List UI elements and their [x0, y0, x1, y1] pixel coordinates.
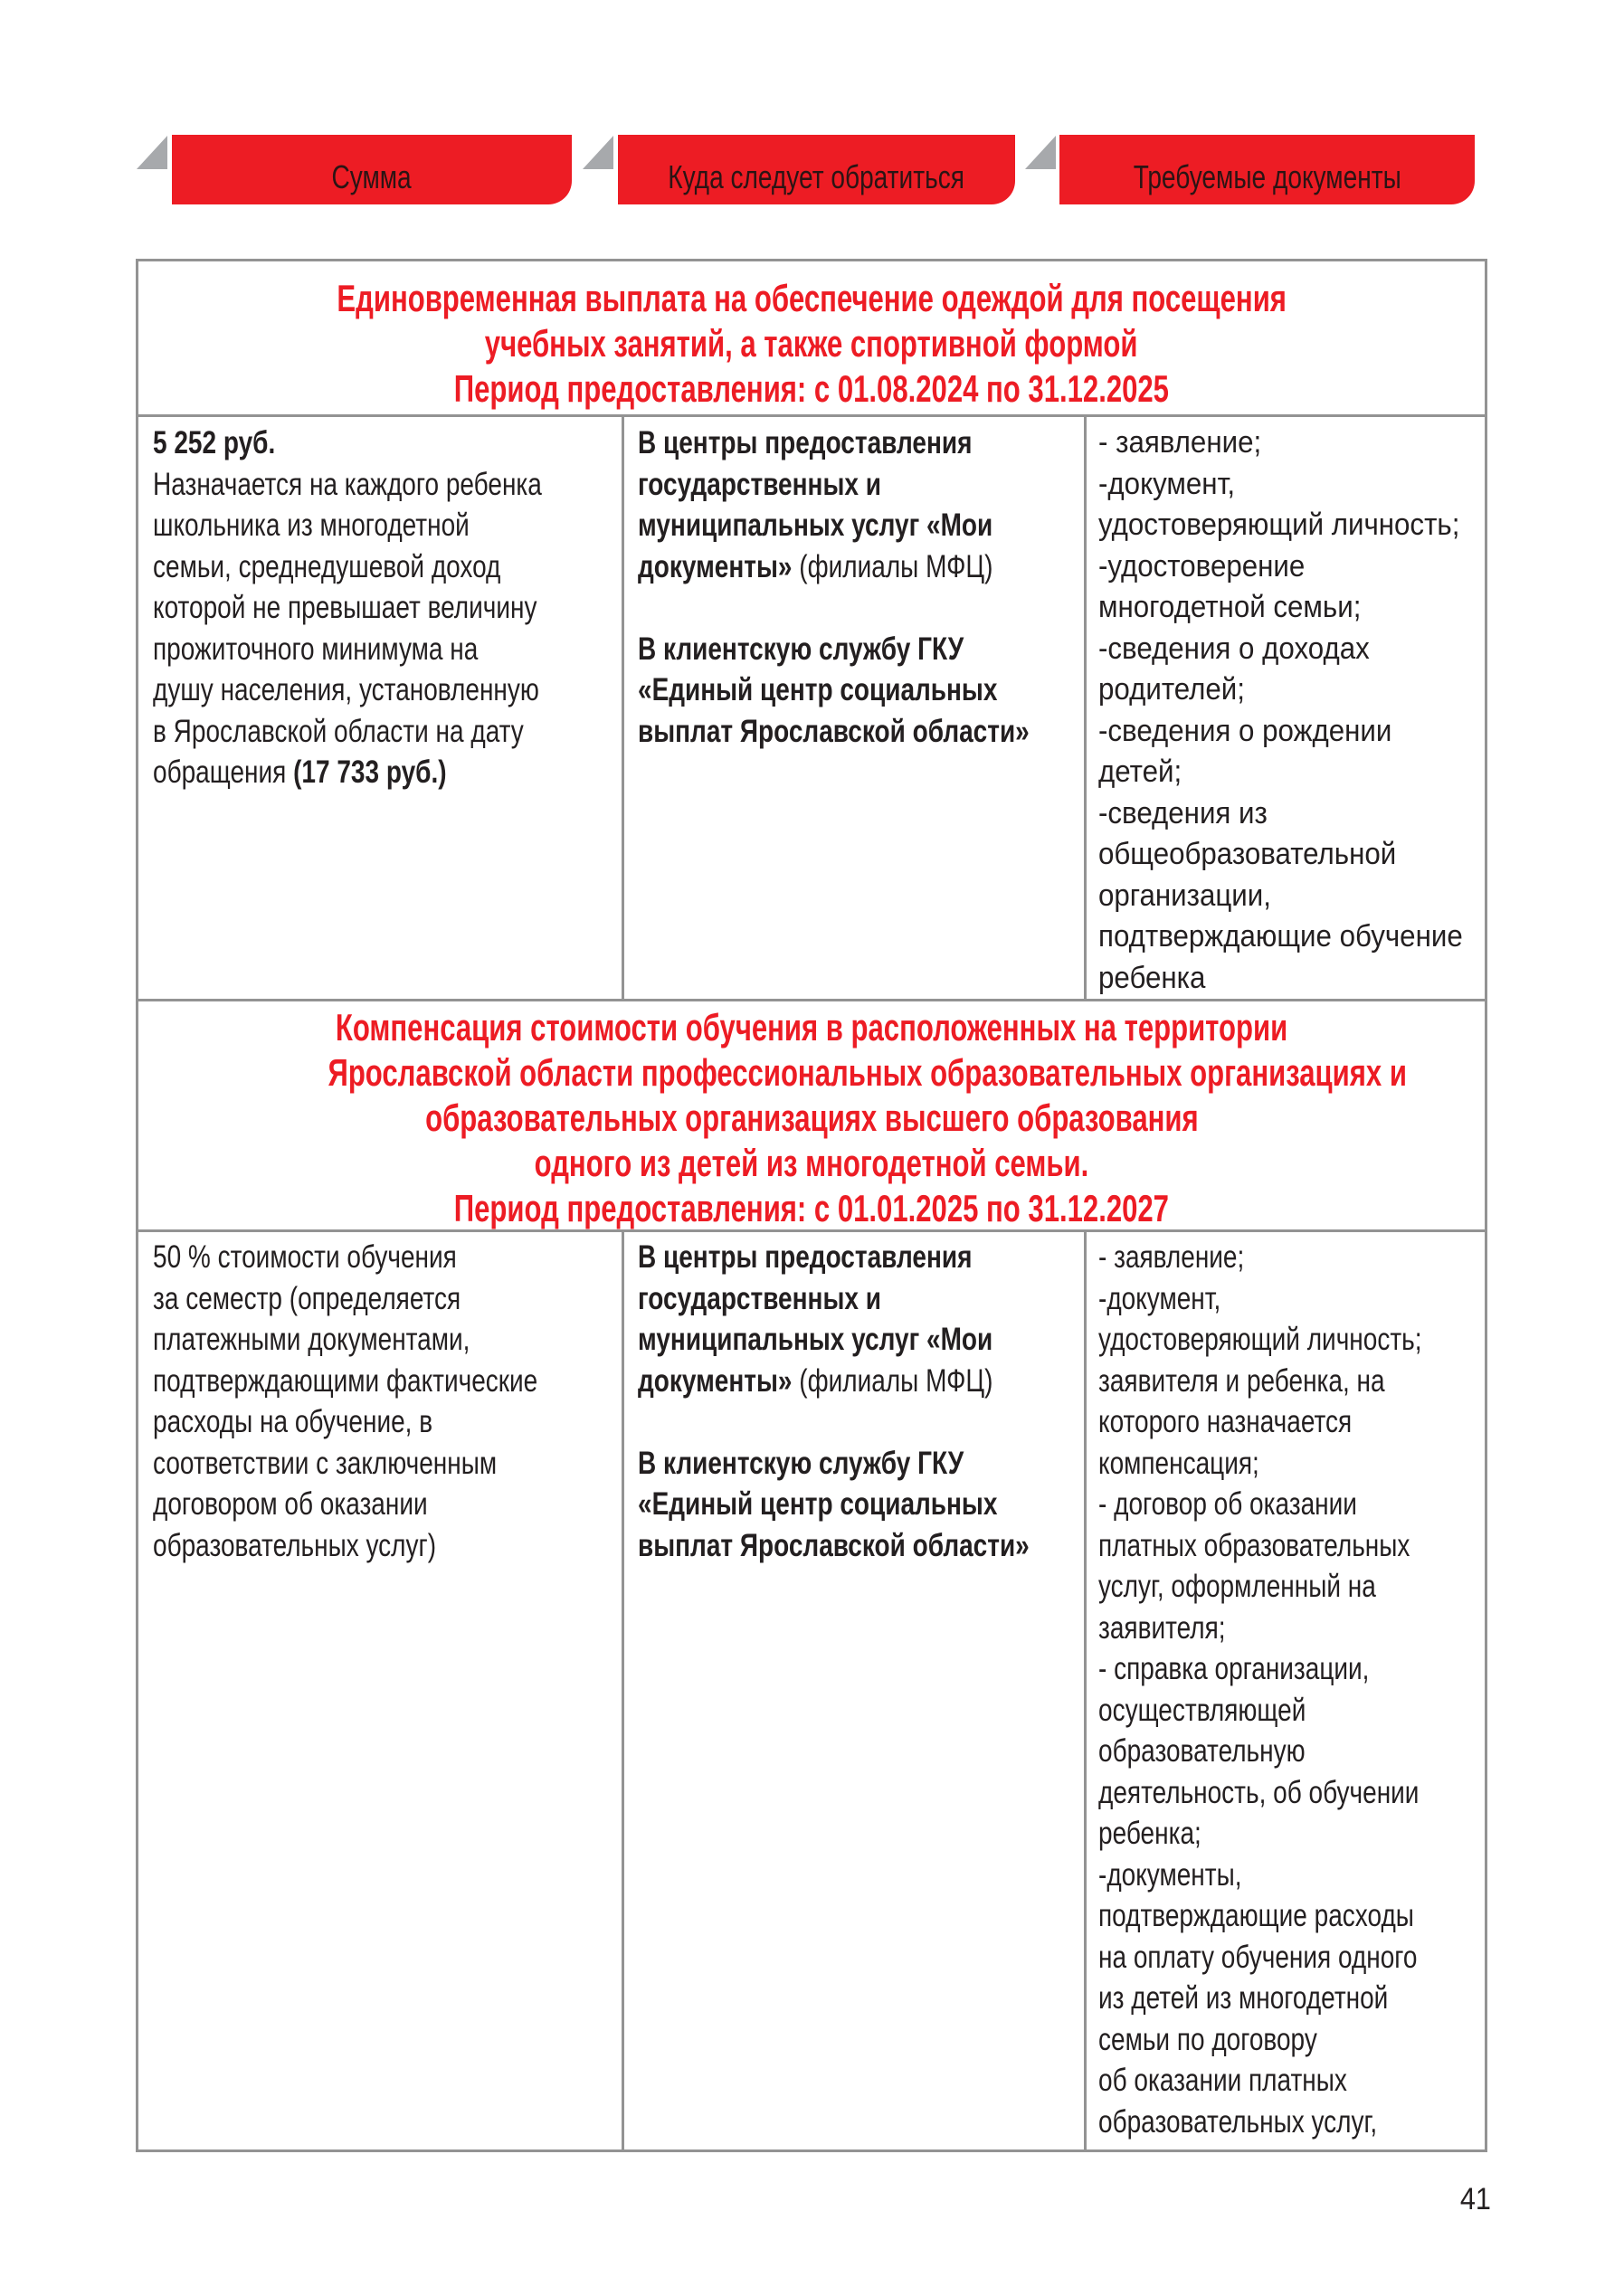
- text-line: выплат Ярославской области»: [638, 1527, 1030, 1563]
- text-line: прожиточного минимума на: [153, 631, 479, 667]
- document-item: компенсация;: [1098, 1445, 1259, 1481]
- document-item: удостоверяющий личность;: [1098, 1322, 1422, 1357]
- text-line: [638, 1361, 1030, 1402]
- page-number: 41: [1459, 2182, 1491, 2216]
- section-1-title-line: Единовременная выплата на обеспечение одеждой для посещения: [337, 277, 1287, 319]
- column-divider: [622, 414, 624, 1001]
- text-line: муниципальных услуг «Мои: [638, 508, 993, 543]
- document-item: платных образовательных: [1098, 1527, 1410, 1563]
- document-item: -сведения из: [1098, 795, 1268, 830]
- document-item: ребенка: [1098, 960, 1206, 995]
- section-1-period: Период предоставления: с 01.08.2024 по 31.12.2025: [453, 367, 1170, 410]
- document-item: -удостоверение: [1098, 548, 1306, 584]
- document-item: многодетной семьи;: [1098, 590, 1362, 624]
- tab-fold-icon: [1025, 136, 1056, 169]
- tab-amount-box: [172, 135, 572, 204]
- section-1-title-line: учебных занятий, а также спортивной формой: [485, 322, 1138, 365]
- text-line: В клиентскую службу ГКУ: [638, 1445, 964, 1481]
- text-line: В клиентскую службу ГКУ: [638, 631, 964, 667]
- section-2-amount-cell: [153, 1237, 634, 1566]
- text-line: муниципальных услуг «Мои: [638, 1322, 993, 1357]
- text-line: школьника из многодетной: [153, 508, 470, 543]
- column-divider: [1084, 414, 1087, 1001]
- tab-where-label: Куда следует обратиться: [668, 157, 965, 195]
- document-item: заявителя и ребенка, на: [1098, 1362, 1385, 1399]
- benefits-table: [136, 259, 1487, 2152]
- section-1-amount-cell: [153, 422, 639, 793]
- document-item: которого назначается: [1098, 1404, 1353, 1439]
- document-item: -документ,: [1098, 1280, 1221, 1316]
- section-2-where-cell: [638, 1237, 1127, 1566]
- document-item: семьи по договору: [1098, 2021, 1317, 2057]
- section-divider: [138, 999, 1485, 1001]
- tab-amount-label: Сумма: [331, 157, 413, 195]
- section-2-documents-cell: [1098, 1237, 1503, 2142]
- column-divider: [1084, 1229, 1087, 2152]
- text-span: обращения: [153, 754, 294, 790]
- text-span: документы»: [638, 1362, 793, 1399]
- text-line: подтверждающими фактические: [153, 1362, 538, 1399]
- text-line: государственных и: [638, 1280, 881, 1316]
- document-item: удостоверяющий личность;: [1098, 508, 1460, 542]
- text-line: душу населения, установленную: [153, 672, 539, 707]
- text-line: «Единый центр социальных: [638, 1486, 998, 1522]
- text-line: В центры предоставления: [638, 1239, 973, 1275]
- text-line: 50 % стоимости обучения: [153, 1239, 457, 1275]
- text-line: В центры предоставления: [638, 425, 973, 460]
- section-2-title-line: Компенсация стоимости обучения в расположенных на территории: [335, 1006, 1288, 1049]
- text-line: [153, 752, 542, 793]
- section-2-title-line: одного из детей из многодетной семьи.: [534, 1142, 1089, 1184]
- section-1-title: [138, 276, 1485, 412]
- document-item: осуществляющей: [1098, 1692, 1306, 1728]
- row-divider: [138, 1229, 1485, 1232]
- document-item: услуг, оформленный на: [1098, 1569, 1376, 1604]
- text-line: выплат Ярославской области»: [638, 713, 1030, 749]
- document-item: - справка организации,: [1098, 1651, 1370, 1686]
- document-item: организации,: [1098, 878, 1271, 913]
- text-span: (филиалы МФЦ): [792, 548, 993, 584]
- tab-fold-icon: [583, 136, 613, 169]
- document-item: - заявление;: [1098, 425, 1262, 460]
- document-item: -сведения о рождении: [1098, 713, 1392, 748]
- text-line: договором об оказании: [153, 1486, 428, 1522]
- section-1-where-cell: [638, 422, 1127, 752]
- text-line: за семестр (определяется: [153, 1280, 461, 1316]
- document-item: - договор об оказании: [1098, 1486, 1357, 1522]
- text-line: «Единый центр социальных: [638, 672, 998, 707]
- document-item: ребенка;: [1098, 1816, 1201, 1851]
- text-line: образовательных услуг): [153, 1527, 437, 1563]
- section-1-amount-value: 5 252 руб.: [153, 425, 276, 460]
- tab-fold-icon: [137, 136, 167, 169]
- row-divider: [138, 414, 1485, 417]
- document-item: деятельность, об обучении: [1098, 1774, 1420, 1810]
- document-item: образовательных услуг,: [1098, 2103, 1378, 2140]
- text-span: (филиалы МФЦ): [792, 1362, 993, 1399]
- text-line: [638, 546, 1030, 588]
- text-line: расходы на обучение, в: [153, 1404, 433, 1439]
- document-item: образовательную: [1098, 1733, 1306, 1769]
- column-divider: [622, 1229, 624, 2152]
- text-line: государственных и: [638, 466, 881, 502]
- document-item: детей;: [1098, 754, 1182, 789]
- tab-where-box: [618, 135, 1015, 204]
- text-line: соответствии с заключенным: [153, 1445, 498, 1481]
- document-item: родителей;: [1098, 672, 1245, 707]
- document-item: об оказании платных: [1098, 2063, 1347, 2098]
- section-2-period: Период предоставления: с 01.01.2025 по 31.12.2027: [453, 1187, 1170, 1229]
- tab-documents-box: [1059, 135, 1475, 204]
- text-line: Назначается на каждого ребенка: [153, 466, 542, 502]
- text-line: семьи, среднедушевой доход: [153, 548, 501, 584]
- text-line: в Ярославской области на дату: [153, 713, 524, 749]
- document-item: -документ,: [1098, 466, 1236, 501]
- document-item: из детей из многодетной: [1098, 1980, 1389, 2016]
- document-item: на оплату обучения одного: [1098, 1939, 1418, 1975]
- text-line: платежными документами,: [153, 1322, 470, 1357]
- subsistence-minimum-value: (17 733 руб.): [293, 754, 447, 790]
- document-item: - заявление;: [1098, 1239, 1245, 1275]
- document-item: подтверждающие расходы: [1098, 1898, 1414, 1933]
- section-2-title-line: образовательных организациях высшего образования: [424, 1096, 1199, 1139]
- text-span: документы»: [638, 548, 793, 584]
- section-2-title-line: Ярославской области профессиональных образовательных организациях и: [328, 1051, 1407, 1094]
- section-2-title: [138, 1005, 1485, 1231]
- document-item: -документы,: [1098, 1856, 1242, 1893]
- document-item: -сведения о доходах: [1098, 631, 1370, 666]
- section-1-documents-cell: [1098, 422, 1495, 999]
- document-item: подтверждающие обучение: [1098, 919, 1463, 954]
- document-item: заявителя;: [1098, 1609, 1226, 1646]
- text-line: которой не превышает величину: [153, 590, 537, 625]
- document-item: общеобразовательной: [1098, 837, 1397, 871]
- tab-documents-label: Требуемые документы: [1133, 157, 1401, 195]
